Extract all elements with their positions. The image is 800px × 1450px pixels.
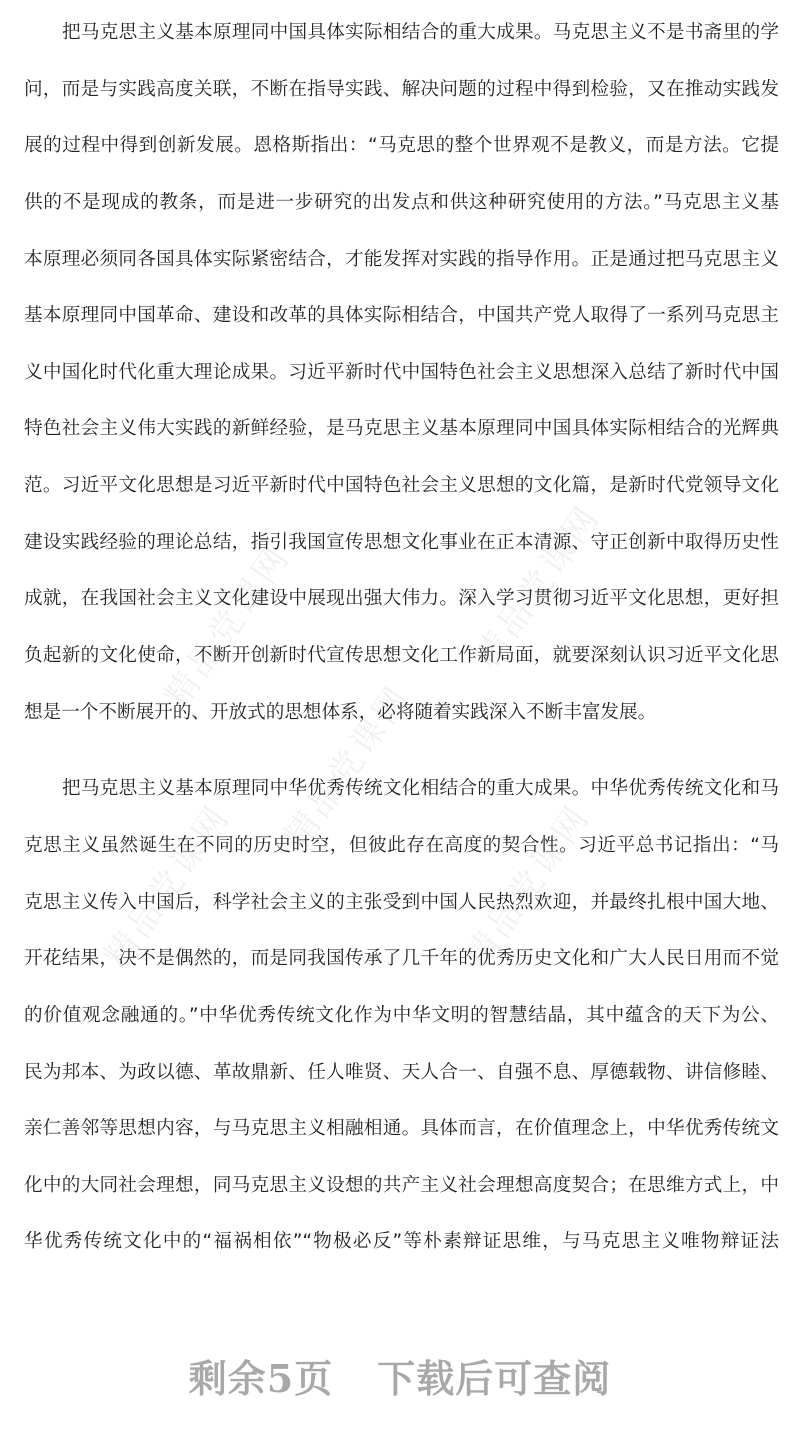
text-line: 特色社会主义伟大实践的新鲜经验，是马克思主义基本原理同中国具体实际相结合的光辉典	[24, 418, 779, 440]
text-line: 义中国化时代化重大理论成果。习近平新时代中国特色社会主义思想深入总结了新时代中国	[24, 361, 779, 383]
paragraph	[24, 761, 779, 1271]
text-line: 负起新的文化使命，不断开创新时代宣传思想文化工作新局面，就要深刻认识习近平文化思	[24, 645, 779, 667]
text-line: 的价值观念融通的。”中华优秀传统文化作为中华文明的智慧结晶，其中蕴含的天下为公、	[24, 1004, 779, 1026]
watermark: 精品党课网	[96, 797, 239, 976]
watermark: 精品党课网	[466, 497, 609, 676]
watermark: 精品党课网	[156, 537, 299, 716]
text-line: 民为邦本、为政以德、革故鼎新、任人唯贤、天人合一、自强不息、厚德载物、讲信修睦、	[24, 1061, 779, 1083]
text-line: 基本原理同中国革命、建设和改革的具体实际相结合，中国共产党人取得了一系列马克思主	[24, 305, 779, 327]
download-to-view-label: 下载后可查阅	[377, 1356, 612, 1401]
download-prompt[interactable]	[0, 1348, 800, 1403]
text-line: 展的过程中得到创新发展。恩格斯指出：“马克思的整个世界观不是教义，而是方法。它提	[24, 135, 779, 157]
text-line: 克思主义虽然诞生在不同的历史时空，但彼此存在高度的契合性。习近平总书记指出：“马	[24, 834, 779, 856]
document-body	[24, 5, 779, 1271]
text-line: 把马克思主义基本原理同中国具体实际相结合的重大成果。马克思主义不是书斋里的学	[62, 22, 779, 43]
text-line: 问，而是与实践高度关联，不断在指导实践、解决问题的过程中得到检验，又在推动实践发	[24, 78, 779, 100]
text-line: 想是一个不断展开的、开放式的思想体系，必将随着实践深入不断丰富发展。	[24, 701, 657, 723]
text-line: 亲仁善邻等思想内容，与马克思主义相融相通。具体而言，在价值理念上，中华优秀传统文	[24, 1118, 779, 1140]
text-line: 范。习近平文化思想是习近平新时代中国特色社会主义思想的文化篇，是新时代党领导文化	[24, 475, 779, 497]
text-line: 克思主义传入中国后，科学社会主义的主张受到中国人民热烈欢迎，并最终扎根中国大地、	[24, 891, 779, 913]
watermark: 精品党课网	[276, 677, 419, 856]
paragraph	[24, 5, 779, 741]
watermark: 精品党课网	[456, 797, 599, 976]
text-line: 供的不是现成的教条，而是进一步研究的出发点和供这种研究使用的方法。”马克思主义基	[24, 191, 779, 213]
text-line: 开花结果，决不是偶然的，而是同我国传承了几千年的优秀历史文化和广大人民日用而不觉	[24, 948, 779, 970]
text-line: 化中的大同社会理想，同马克思主义设想的共产主义社会理想高度契合；在思维方式上，中	[24, 1174, 779, 1196]
text-line: 成就，在我国社会主义文化建设中展现出强大伟力。深入学习贯彻习近平文化思想，更好担	[24, 588, 779, 610]
text-line: 华优秀传统文化中的“福祸相依”“物极必反”等朴素辩证思维，与马克思主义唯物辩证法	[24, 1231, 779, 1253]
text-line: 本原理必须同各国具体实际紧密结合，才能发挥对实践的指导作用。正是通过把马克思主义	[24, 248, 779, 270]
remaining-pages-label: 剩余5页	[188, 1356, 334, 1401]
text-line: 建设实践经验的理论总结，指引我国宣传思想文化事业在正本清源、守正创新中取得历史性	[24, 531, 779, 553]
text-line: 把马克思主义基本原理同中华优秀传统文化相结合的重大成果。中华优秀传统文化和马	[62, 778, 779, 800]
